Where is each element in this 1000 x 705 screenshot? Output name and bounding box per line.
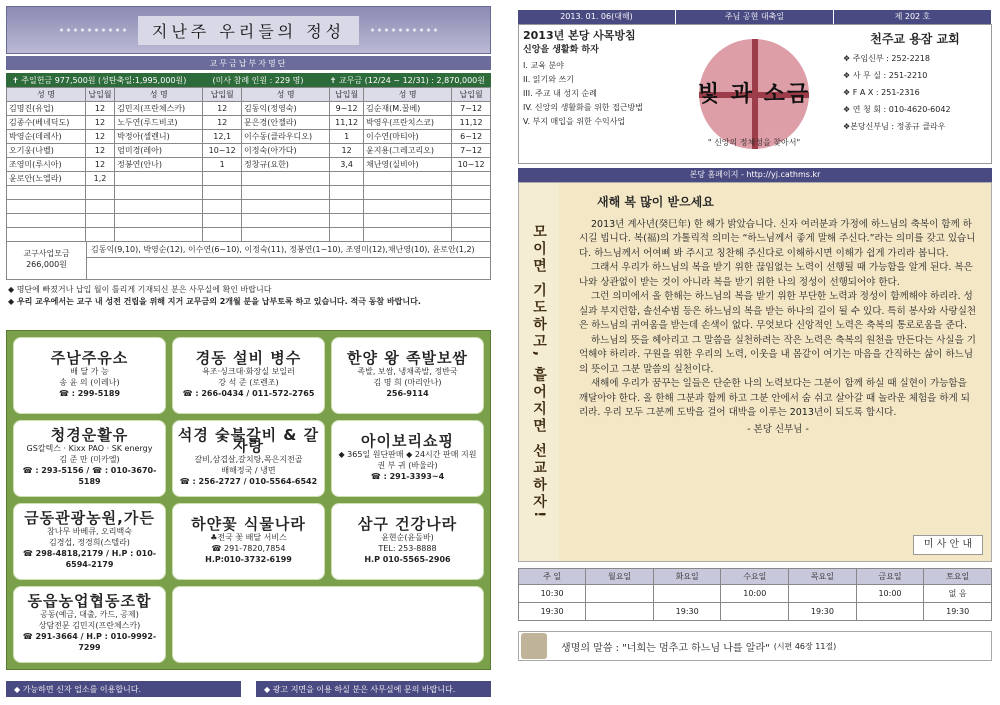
verse-reference: (시편 46장 11절) xyxy=(773,641,837,651)
mass-time: 10:00 xyxy=(721,585,789,603)
table-cell xyxy=(363,186,451,200)
table-cell: 정봉연(안나) xyxy=(115,158,203,172)
ad-phone: ☎ : 299-5189 xyxy=(58,388,121,398)
fund-names: 김동익(9,10), 박영순(12), 이수연(6~10), 이정숙(11), 정봉연(1~10), 조영미(12),채난영(10), 윤로안(1,2) xyxy=(87,242,490,258)
fee-subtitle: 교무금납부자명단 xyxy=(6,56,491,70)
ad-line: 배해정국 / 냉면 xyxy=(221,466,276,475)
business-ad xyxy=(331,420,484,497)
table-cell: 김동익(정영숙) xyxy=(242,102,330,116)
logo-area xyxy=(669,25,839,163)
table-cell: 9~12 xyxy=(330,102,364,116)
offering-title-bar xyxy=(6,6,491,54)
table-cell xyxy=(242,228,330,242)
table-cell xyxy=(452,186,491,200)
letter-paragraph: 그래서 우리가 하느님의 복을 받기 위한 끊임없는 노력이 선행될 때 가능함을 알게 된다. 복은 나와 상관없이 받는 것이 아니라 복을 받기 위한 나의 정성이 선행되어야 한다. xyxy=(579,262,973,288)
table-cell: 1,2 xyxy=(85,172,114,186)
ad-line: 상담전문 김민지(프란체스카) xyxy=(38,621,141,630)
ad-phone: ☎ : 291-3393~4 xyxy=(370,471,445,481)
jesus-portrait-icon xyxy=(521,633,547,659)
table-cell: 7~12 xyxy=(452,102,491,116)
mass-time xyxy=(586,585,654,603)
issue-number: 제 202 호 xyxy=(834,10,992,24)
table-cell: 12 xyxy=(85,102,114,116)
table-cell: 11,12 xyxy=(330,116,364,130)
donor-column-header: 성 명 xyxy=(115,88,203,102)
table-cell xyxy=(7,200,86,214)
vertical-motto: 모이면 기도하고, 흩어지면 선교하자! xyxy=(519,183,559,561)
table-cell: 11,12 xyxy=(452,116,491,130)
table-cell: 노두연(루드비코) xyxy=(115,116,203,130)
mass-time xyxy=(789,585,857,603)
masthead xyxy=(518,24,992,164)
table-row xyxy=(7,116,491,130)
donor-column-header: 납입월 xyxy=(203,88,242,102)
table-cell xyxy=(452,172,491,186)
mass-guide-label: 미 사 안 내 xyxy=(913,535,983,556)
empty-ad-slot xyxy=(172,586,484,663)
table-cell xyxy=(203,228,242,242)
plan-item: II. 읽기와 쓰기 xyxy=(523,75,574,84)
ad-name: 아이보리쇼핑 xyxy=(361,431,454,450)
letter-title: 새해 복 많이 받으세요 xyxy=(597,195,714,209)
mass-row xyxy=(519,603,992,621)
business-ad xyxy=(172,420,325,497)
table-cell xyxy=(242,172,330,186)
business-ad xyxy=(331,337,484,414)
ad-line: 송 윤 의 (이레나) xyxy=(59,377,120,387)
contact-line: ❖ 연 청 회 : 010-4620-6042 xyxy=(843,105,951,114)
mass-time xyxy=(586,603,654,621)
ad-phone: ☎ : 293-5156 / ☎ : 010-3670-5189 xyxy=(22,466,157,486)
plan-item: I. 교육 분야 xyxy=(523,61,564,70)
table-cell xyxy=(85,228,114,242)
ad-phone: ☎ 298-4818,2179 / H.P : 010-6594-2179 xyxy=(22,549,157,569)
plan-item: III. 주교 내 성지 순례 xyxy=(523,89,597,98)
ad-line: 김 명 희 (마리안나) xyxy=(373,377,442,387)
ad-line: 권 부 귀 (바울라) xyxy=(377,460,438,470)
table-cell: 김순재(M.꿀베) xyxy=(363,102,451,116)
donor-column-header: 성 명 xyxy=(242,88,330,102)
ad-name: 삼구 건강나라 xyxy=(357,514,458,533)
ad-name: 금동관광농원,가든 xyxy=(24,509,155,527)
table-cell: 김명진(유업) xyxy=(7,102,86,116)
table-cell: 엄미경(레아) xyxy=(115,144,203,158)
ad-line: ♣전국 꽃 배달 서비스 xyxy=(210,532,287,542)
donor-column-header: 성 명 xyxy=(7,88,86,102)
mass-time: 19:30 xyxy=(519,603,586,621)
ad-line: ☎ 291-7820,7854 xyxy=(211,543,286,553)
table-cell xyxy=(452,214,491,228)
table-cell: 1 xyxy=(203,158,242,172)
table-cell: 12 xyxy=(85,130,114,144)
ad-line: 갈비,삼겹살,갈치탕,목은지전골 xyxy=(194,455,303,464)
mass-day-header: 주 일 xyxy=(519,569,586,585)
mass-time: 10:30 xyxy=(519,585,586,603)
table-row xyxy=(7,214,491,228)
table-cell: 3,4 xyxy=(330,158,364,172)
fee-total: ✝ 교무금 (12/24 ~ 12/31) : 2,870,000원 xyxy=(329,75,485,85)
offering-summary xyxy=(6,73,491,87)
table-cell: 12 xyxy=(85,116,114,130)
feast-name: 주님 공현 대축일 xyxy=(676,10,834,24)
table-cell xyxy=(242,200,330,214)
table-cell: 조영미(루시아) xyxy=(7,158,86,172)
plan-title: 2013년 본당 사목방침 xyxy=(523,29,636,42)
table-row xyxy=(7,158,491,172)
church-name: 천주교 용잠 교회 xyxy=(870,32,960,46)
table-cell xyxy=(363,200,451,214)
ad-phone: ☎ : 256-2727 / 010-5564-6542 xyxy=(179,477,318,486)
table-row xyxy=(7,200,491,214)
table-cell xyxy=(203,200,242,214)
table-cell xyxy=(330,172,364,186)
table-cell xyxy=(203,172,242,186)
table-cell: 김종수(베네딕도) xyxy=(7,116,86,130)
notes xyxy=(8,284,489,308)
table-cell xyxy=(452,200,491,214)
ornament-right xyxy=(369,25,439,35)
business-ad xyxy=(13,586,166,663)
plan-item: IV. 신앙의 생활화를 위한 접근방법 xyxy=(523,103,643,112)
business-ad xyxy=(13,420,166,497)
donor-column-header: 성 명 xyxy=(363,88,451,102)
table-cell: 박영순(데레사) xyxy=(7,130,86,144)
donor-column-header: 납입월 xyxy=(85,88,114,102)
ad-line: 김경섭, 정경희(스텔라) xyxy=(49,538,130,547)
table-cell xyxy=(115,172,203,186)
ad-phone: H.P 010-5565-2906 xyxy=(364,554,451,564)
mass-attendance: (미사 참례 인원 : 229 명) xyxy=(212,75,304,85)
right-page xyxy=(510,0,1000,705)
ad-line: 강 석 준 (로렌조) xyxy=(218,377,279,387)
business-ad xyxy=(13,337,166,414)
contact-line: ❖ F A X : 251-2316 xyxy=(843,88,920,97)
ad-line: 욕조·싱크대·화장실 보일러 xyxy=(202,366,295,376)
mass-time: 10:00 xyxy=(856,585,924,603)
ad-line: 윤현순(윤돌바) xyxy=(381,532,434,542)
table-cell xyxy=(330,200,364,214)
table-cell: 이수연(마티아) xyxy=(363,130,451,144)
table-cell xyxy=(115,228,203,242)
table-cell xyxy=(363,228,451,242)
table-cell: 이수동(클라우디오) xyxy=(242,130,330,144)
table-cell xyxy=(242,214,330,228)
pastor-letter xyxy=(559,183,991,561)
table-cell xyxy=(85,186,114,200)
table-row xyxy=(7,102,491,116)
ad-phone: H.P:010-3732-6199 xyxy=(205,554,292,564)
table-cell: 박영우(프란치스코) xyxy=(363,116,451,130)
table-row xyxy=(7,186,491,200)
fund-label: 교구사업모금 266,000원 xyxy=(7,242,87,279)
table-cell xyxy=(330,228,364,242)
note-2: ◆ 우리 교우에서는 교구 내 성전 건립을 위해 지거 교무금의 2개월 분을 납부토록 하고 있습니다. 적극 동참 바랍니다. xyxy=(8,297,421,306)
plan-item: V. 부지 매입을 위한 수익사업 xyxy=(523,117,626,126)
ad-line: 배 달 가 능 xyxy=(70,366,109,376)
letter-paragraph: 그런 의미에서 올 한해는 하느님의 복을 받기 위한 부단한 노력과 정성이 함께해야 하리라. 성실과 부지런함, 솔선수범 등은 하느님의 복을 받는 하나의 길이 될 수 있다. 특히 봉사와 사랑실천은 하느님의 귀여움을 받는데 손색이 없다. 무엇보다 신앙적인 노력은 축복의 통로로움을 준다. xyxy=(579,291,977,331)
ad-line: 참나무 바베큐, 오리백숙 xyxy=(47,527,132,536)
mass-time: 19:30 xyxy=(789,603,857,621)
table-cell xyxy=(203,214,242,228)
contact-line: ❖ 사 무 실 : 251-2210 xyxy=(843,71,928,80)
newsletter-brand: 빛 과 소금 xyxy=(697,82,811,107)
table-cell: 김민지(프란체스카) xyxy=(115,102,203,116)
mass-day-header: 토요일 xyxy=(924,569,992,585)
ad-line: GS칼텍스 · Kixx PAO · SK energy xyxy=(26,444,153,453)
table-cell: 채난영(실비아) xyxy=(363,158,451,172)
note-1: ◆ 명단에 빠졌거나 납입 월이 틀리게 기재되신 분은 사무실에 확인 바랍니다 xyxy=(8,285,272,294)
table-cell xyxy=(330,214,364,228)
footer-left: ◆ 가능하면 신자 업소를 이용합니다. xyxy=(6,681,241,697)
mass-day-header: 월요일 xyxy=(586,569,654,585)
mass-day-header: 금요일 xyxy=(856,569,924,585)
table-cell xyxy=(452,228,491,242)
table-cell: 이정숙(아가다) xyxy=(242,144,330,158)
table-row xyxy=(7,130,491,144)
table-row xyxy=(7,228,491,242)
issue-strip xyxy=(518,10,992,24)
ad-phone: ☎ : 266-0434 / 011-572-2765 xyxy=(182,388,315,398)
ad-line: TEL: 253-8888 xyxy=(378,543,437,553)
offering-title: 지난주 우리들의 정성 xyxy=(138,16,359,45)
table-cell: 10~12 xyxy=(203,144,242,158)
table-cell: 문은경(안젤라) xyxy=(242,116,330,130)
mass-time xyxy=(856,603,924,621)
ad-name: 동읍농업협동조합 xyxy=(27,592,152,610)
table-cell: 윤지용(그레고리오) xyxy=(363,144,451,158)
table-cell: 박정아(셀렌니) xyxy=(115,130,203,144)
letter-paragraph: 2013년 계사년(癸巳年) 한 해가 밝았습니다. 신자 여러분과 가정에 하느님의 축복이 함께 하시길 빕니다. 복(福)의 가톨릭적 의미는 “하느님께서 좋게 말해 주신다.”라는 의미를 갖고 있습니다. 하느님께서 어여삐 봐 주시고 칭찬해 주신다로 이해하시면 이해가 쉽게 가리라 봅니다. xyxy=(579,218,976,259)
donor-table xyxy=(6,87,491,242)
pastoral-plan xyxy=(519,25,669,163)
mass-time: 19:30 xyxy=(924,603,992,621)
verse-text: 생명의 말씀 : "너희는 멈추고 하느님 나를 알라" xyxy=(561,642,770,654)
letter-signature: - 본당 신부님 - xyxy=(747,423,809,435)
mass-day-header: 목요일 xyxy=(789,569,857,585)
contact-line: ❖본당신부님 : 정종규 클라우 xyxy=(843,122,946,131)
table-cell xyxy=(7,186,86,200)
table-cell xyxy=(7,228,86,242)
ornament-left xyxy=(58,25,128,35)
table-cell: 10~12 xyxy=(452,158,491,172)
table-cell xyxy=(330,186,364,200)
ad-name: 청경운활유 xyxy=(50,426,129,444)
table-row xyxy=(7,172,491,186)
footer-right: ◆ 광고 지면을 이용 하실 분은 사무실에 문의 바랍니다. xyxy=(256,681,491,697)
mass-time xyxy=(653,585,721,603)
letter-paragraph: 하느님의 뜻을 헤아리고 그 말씀을 실천하려는 작은 노력은 축복의 원천을 만든다는 사실을 기억해야 하리라. 구원을 위한 우리의 노력, 이웃을 내 몸같이 여기는 마음을 간직하는 삶이 하느님의 뜻이고 그분 말씀의 실천이다. xyxy=(579,334,976,375)
table-cell: 12 xyxy=(330,144,364,158)
ad-line: ◆ 365일 원단판매 ◆ 24시간 판매 지원 xyxy=(338,449,477,459)
ad-line: 족발, 보쌈, 냉채족발, 정반국 xyxy=(357,366,458,376)
table-row xyxy=(7,144,491,158)
ad-line: 김 준 만 (미카엘) xyxy=(59,455,120,464)
table-cell: 윤로안(노엘라) xyxy=(7,172,86,186)
table-cell xyxy=(363,214,451,228)
letter-paragraph: 새해에 우리가 꿈꾸는 일들은 단순한 나의 노력보다는 그분이 함께 하실 때 실현이 가능함을 깨달아야 한다. 올 한해 그분과 함께 하고 그분 안에서 숨 쉬고 살아갈 때 놀라운 체험을 하게 되리라. 우리 모두 그분께 도박을 걸어 대박을 이루는 2013년이 되도록 합시다. xyxy=(579,378,970,418)
tagline: " 신앙의 정체성을 찾아서" xyxy=(707,138,801,147)
table-cell: 12 xyxy=(85,144,114,158)
table-cell xyxy=(363,172,451,186)
plan-subtitle: 신앙을 생활화 하자 xyxy=(523,45,599,55)
table-cell: 6~12 xyxy=(452,130,491,144)
ad-phone: ☎ 291-3664 / H.P : 010-9992-7299 xyxy=(22,632,157,652)
donor-column-header: 납입월 xyxy=(330,88,364,102)
table-cell: 12,1 xyxy=(203,130,242,144)
church-contacts xyxy=(839,25,991,163)
table-cell: 7~12 xyxy=(452,144,491,158)
table-cell xyxy=(115,214,203,228)
table-cell xyxy=(115,186,203,200)
mass-schedule xyxy=(518,568,992,621)
sunday-offering: ✝ 주일헌금 977,500원 (성탄축일:1,995,000원) xyxy=(12,75,187,85)
homepage-url[interactable]: 본당 홈페이지 - http://yj.cathms.kr xyxy=(518,168,992,182)
contact-line: ❖ 주임신부 : 252-2218 xyxy=(843,54,930,63)
table-cell: 1 xyxy=(330,130,364,144)
word-of-life xyxy=(518,631,992,661)
ad-line: 공동(예금, 대출, 카드, 공제) xyxy=(40,610,139,619)
ad-name: 경동 설비 병수 xyxy=(195,348,302,367)
business-ad xyxy=(172,503,325,580)
business-ad xyxy=(331,503,484,580)
mass-time xyxy=(721,603,789,621)
ad-name: 하얀꽃 식물나라 xyxy=(191,514,306,533)
business-ads xyxy=(6,330,491,670)
donor-column-header: 납입월 xyxy=(452,88,491,102)
table-cell xyxy=(203,186,242,200)
table-cell xyxy=(85,214,114,228)
mass-time: 없 음 xyxy=(924,585,992,603)
pastor-letter-section xyxy=(518,182,992,562)
ad-name: 주남주유소 xyxy=(50,348,129,367)
table-cell xyxy=(7,214,86,228)
issue-date: 2013. 01. 06(대해) xyxy=(518,10,676,24)
table-cell xyxy=(85,200,114,214)
table-cell xyxy=(242,186,330,200)
mass-time: 19:30 xyxy=(653,603,721,621)
mass-day-header: 화요일 xyxy=(653,569,721,585)
table-cell: 12 xyxy=(203,116,242,130)
left-page xyxy=(0,0,497,705)
table-cell: 12 xyxy=(85,158,114,172)
diocese-fund xyxy=(6,242,491,280)
mass-day-header: 수요일 xyxy=(721,569,789,585)
ad-phone: 256-9114 xyxy=(386,388,429,398)
business-ad xyxy=(172,337,325,414)
table-cell xyxy=(115,200,203,214)
table-cell: 12 xyxy=(203,102,242,116)
table-cell: 오기웅(나벨) xyxy=(7,144,86,158)
table-cell: 정창규(요한) xyxy=(242,158,330,172)
business-ad xyxy=(13,503,166,580)
mass-row xyxy=(519,585,992,603)
ad-name: 한양 왕 족발보쌈 xyxy=(347,348,468,367)
ad-name: 석경 숯불갈비 & 갈자랑 xyxy=(177,426,320,455)
